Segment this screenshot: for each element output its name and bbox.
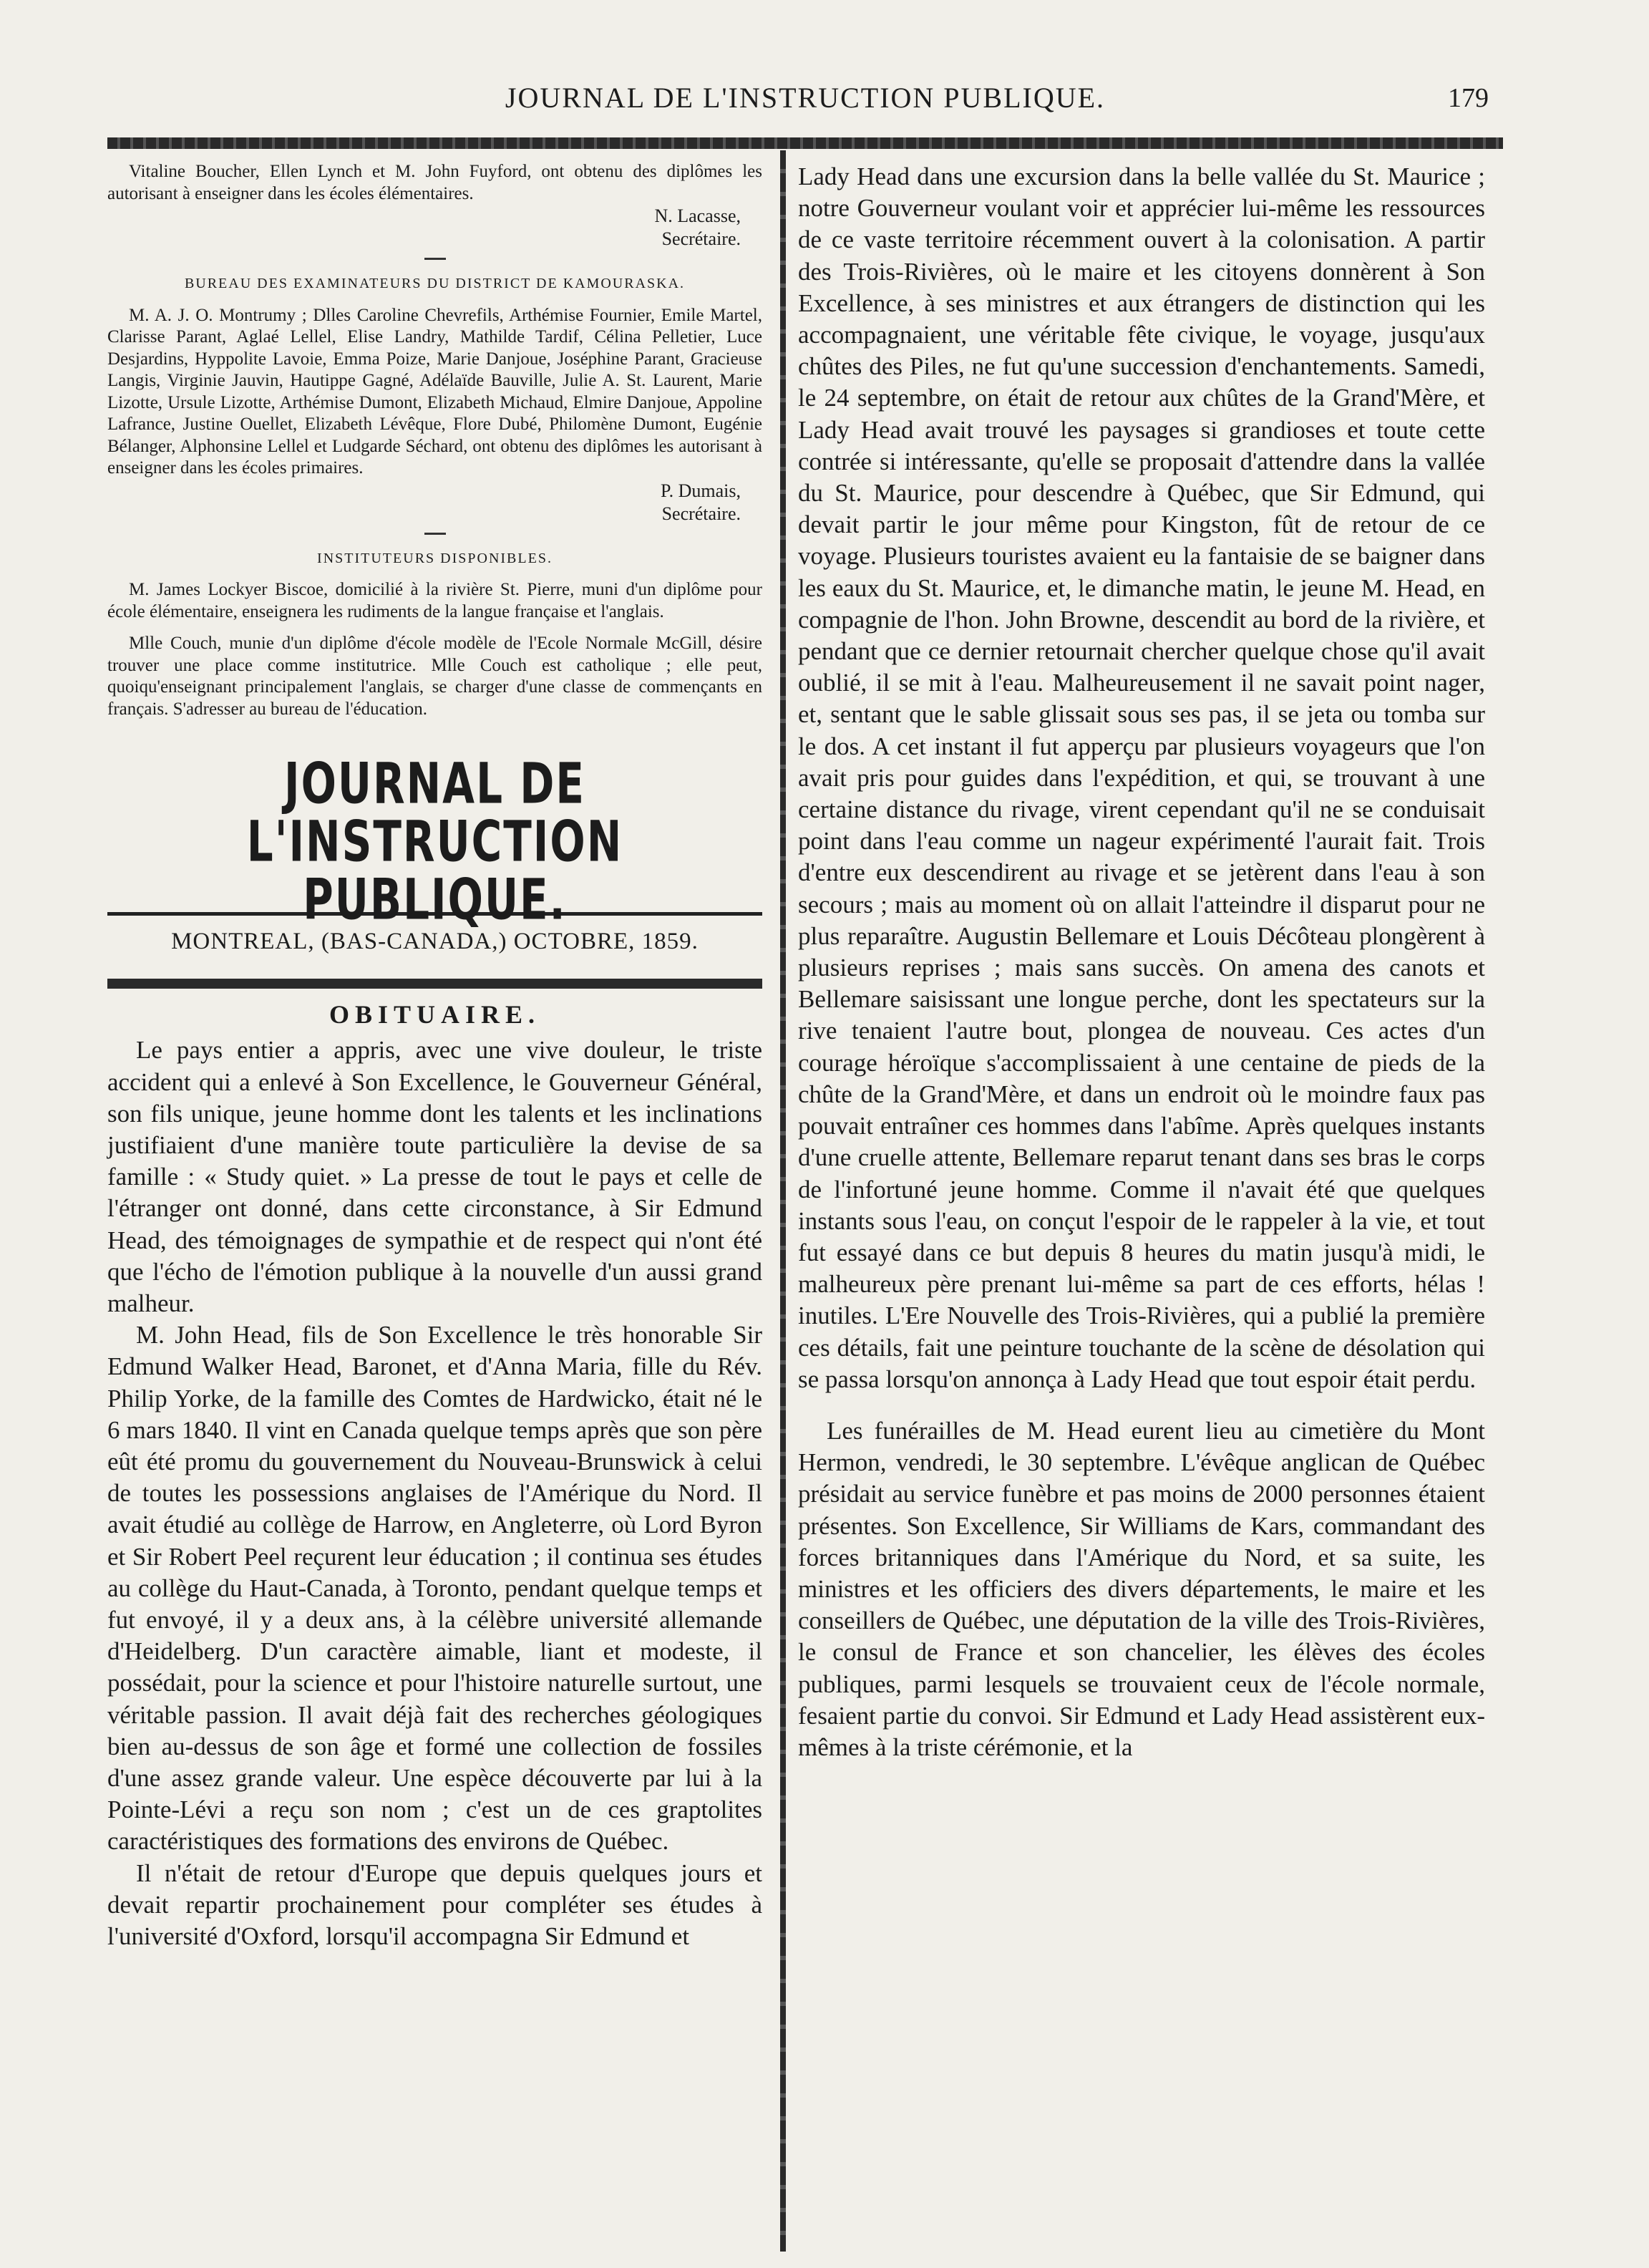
left-column (107, 161, 762, 1952)
dateline-rule (107, 979, 762, 989)
section-dash (424, 533, 446, 535)
article-paragraph: Les funérailles de M. Head eurent lieu au cimetière du Mont Hermon, vendredi, le 30 septembre. L'évêque anglican de Québec présidait au service funèbre et pas moins de 2000 personnes étaient présentes. Son Excellence, Sir Williams de Kars, commandant des forces britanniques dans l'Amérique du Nord, et sa suite, les ministres et les officiers des divers départements, le maire et les conseillers de Québec, une députation de la ville des Trois-Rivières, le consul de France et son chancelier, les élèves des écoles publiques, parmi lesquels se trouvaient ceux de l'école normale, fesaient partie du convoi. Sir Edmund et Lady Head assistèrent eux-mêmes à la triste cérémonie, et la (798, 1416, 1485, 1761)
masthead-title: JOURNAL DE L'INSTRUCTION PUBLIQUE. (246, 750, 623, 933)
notices-section (107, 161, 762, 720)
notice-paragraph: M. A. J. O. Montrumy ; Dlles Caroline Chevrefils, Arthémise Fournier, Emile Martel, Clarisse Parant, Aglaé Lellel, Elise Landry, Mathilde Tardif, Célina Pelletier, Luce Desjardins, Hyppolite Lavoie, Emma Poize, Marie Danjoue, Joséphine Parant, Gracieuse Langis, Virginie Jauvin, Hautippe Gagné, Adélaïde Bauville, Julie A. St. Laurent, Marie Lizotte, Ursule Lizotte, Arthémise Dumont, Elizabeth Michaud, Elmire Danjoue, Appoline Lafrance, Justine Ouellet, Elizabeth Lévêque, Flore Dubé, Philomène Dumont, Eugénie Bélanger, Alphonsine Lellel et Ludgarde Séchard, ont obtenu des diplômes les autorisant à enseigner dans les écoles primaires. (107, 305, 762, 478)
section-heading: INSTITUTEURS DISPONIBLES. (317, 550, 553, 566)
signature-name: P. Dumais, (661, 480, 741, 501)
running-title: JOURNAL DE L'INSTRUCTION PUBLIQUE. (505, 82, 1106, 114)
page-number: 179 (1448, 83, 1489, 113)
article-paragraph: Lady Head dans une excursion dans la belle vallée du St. Maurice ; notre Gouverneur voulant voir et apprécier lui-même les ressources de ce vaste territoire récemment ouvert à la colonisation. A partir des Trois-Rivières, où le maire et les citoyens donnèrent à Son Excellence, à ses ministres et aux étrangers de distinction qui les accompagnaient, une véritable fête civique, le voyage, jusqu'aux chûtes des Piles, ne fut qu'une succession d'enchantements. Samedi, le 24 septembre, on était de retour aux chûtes de la Grand'Mère, et Lady Head avait trouvé les paysages si grandioses et toute cette contrée si intéressante, qu'elle se proposait d'attendre dans la vallée du St. Maurice, pour descendre à Québec, que Sir Edmund, qui devait partir le jour même pour Kingston, fût de retour de ce voyage. Plusieurs touristes avaient eu la fantaisie de se baigner dans les eaux du St. Maurice, et, le dimanche matin, le jeune M. Head, en compagnie de l'hon. John Browne, descendit au bord de la rivière, et pendant que ce dernier retournait chercher quelque chose qu'il avait oublié, il se mit à l'eau. Malheureusement il ne savait point nager, et, sentant que le sable glissait sous ses pas, il se jeta ou tomba sur le dos. A cet instant il fut apperçu par plusieurs voyageurs que l'on avait pris pour guides dans l'expédition, et qui, se trouvant à une certaine distance du rivage, virent cependant qu'il ne se conduisait point dans l'eau comme un nageur expérimenté l'aurait fait. Trois d'entre eux descendirent au rivage et se jetèrent dans l'eau à son secours ; mais au moment où on allait l'atteindre il disparut pour ne plus reparaître. Augustin Bellemare et Louis Décôteau plongèrent à plusieurs reprises ; mais sans succès. On amena des canots et Bellemare saisissant une longue perche, dont les spectateurs sur la rive tenaient l'autre bout, plongea de nouveau. Ces actes d'un courage héroïque s'accomplissaient à une centaine de pieds de la chûte de la Grand'Mère, et dans un endroit où le moindre faux pas pouvait entraîner ces hommes dans l'abîme. Après quelques instants d'une cruelle attente, Bellemare reparut tenant dans ses bras le corps de l'infortuné jeune homme. Comme il n'avait été que quelques instants sous l'eau, on conçut l'espoir de le rappeler à la vie, et tout fut essayé dans ce but depuis 8 heures du matin jusqu'à midi, le malheureux père prenant lui-même sa part de ces efforts, hélas ! inutiles. L'Ere Nouvelle des Trois-Rivières, qui a publié la première ces détails, fait une peinture touchante de la scène de désolation qui se passa lorsqu'on annonça à Lady Head que tout espoir était perdu. (798, 163, 1485, 1393)
column-divider (780, 150, 786, 2252)
header-rule (107, 137, 1503, 149)
right-column (798, 161, 1485, 1763)
signature-role: Secrétaire. (661, 503, 741, 524)
article-paragraph: M. John Head, fils de Son Excellence le très honorable Sir Edmund Walker Head, Baronet, et d'Anna Maria, fille du Rév. Philip Yorke, de la famille des Comtes de Hardwicko, était né le 6 mars 1840. Il vint en Canada quelque temps après que son père eût été promu du gouvernement du Nouveau-Brunswick à celui de toutes les possessions anglaises de l'Amérique du Nord. Il avait étudié au collège de Harrow, en Angleterre, où Lord Byron et Sir Robert Peel reçurent leur éducation ; il continua ses études au collège du Haut-Canada, à Toronto, pendant quelque temps et fut envoyé, il y a deux ans, à la célèbre université allemande d'Heidelberg. D'un caractère aimable, liant et modeste, il possédait, pour la science et pour l'histoire naturelle surtout, une véritable passion. Il avait déjà fait des recherches géologiques bien au-dessus de son âge et formé une collection de fossiles d'une assez grande valeur. Une espèce découverte par lui à la Pointe-Lévi a reçu son nom ; c'est un de ces graptolites caractéristiques des formations des environs de Québec. (107, 1321, 762, 1856)
article-paragraph: Il n'était de retour d'Europe que depuis quelques jours et devait repartir prochainement pour compléter ses études à l'université d'Oxford, lorsqu'il accompagna Sir Edmund et (107, 1858, 762, 1951)
signature-role: Secrétaire. (661, 228, 741, 249)
obituary-title: OBITUAIRE. (329, 1000, 541, 1029)
dateline: MONTREAL, (BAS-CANADA,) OCTOBRE, 1859. (171, 929, 699, 954)
article-paragraph: Le pays entier a appris, avec une vive douleur, le triste accident qui a enlevé à Son Excellence, le Gouverneur Général, son fils unique, jeune homme dont les talents et les inclinations justifiaient d'une manière toute particulière la devise de sa famille : « Study quiet. » La presse de tout le pays et celle de l'étranger ont donné, dans cette circonstance, à Sir Edmund Head, des témoignages de sympathie et de respect qui n'ont été que l'écho de l'émotion publique à la nouvelle d'un aussi grand malheur. (107, 1036, 762, 1318)
notice-paragraph: M. James Lockyer Biscoe, domicilié à la rivière St. Pierre, muni d'un diplôme pour école élémentaire, enseignera les rudiments de la langue française et l'anglais. (107, 580, 762, 621)
notice-paragraph: Vitaline Boucher, Ellen Lynch et M. John Fuyford, ont obtenu des diplômes les autorisant à enseigner dans les écoles élémentaires. (107, 162, 762, 203)
signature (107, 480, 762, 525)
notice-paragraph: Mlle Couch, munie d'un diplôme d'école modèle de l'Ecole Normale McGill, désire trouver une place comme institutrice. Mlle Couch est catholique ; elle peut, quoiqu'enseignant principalement l'anglais, se charger d'une classe de commençants en français. S'adresser au bureau de l'éducation. (107, 634, 762, 719)
section-dash (424, 258, 446, 260)
obituary-text-right (798, 161, 1485, 1763)
signature-name: N. Lacasse, (654, 205, 741, 226)
obituary-text-left (107, 1034, 762, 1952)
section-heading: BUREAU DES EXAMINATEURS DU DISTRICT DE KAMOURASKA. (184, 276, 686, 291)
signature (107, 205, 762, 251)
page-header (107, 75, 1503, 125)
